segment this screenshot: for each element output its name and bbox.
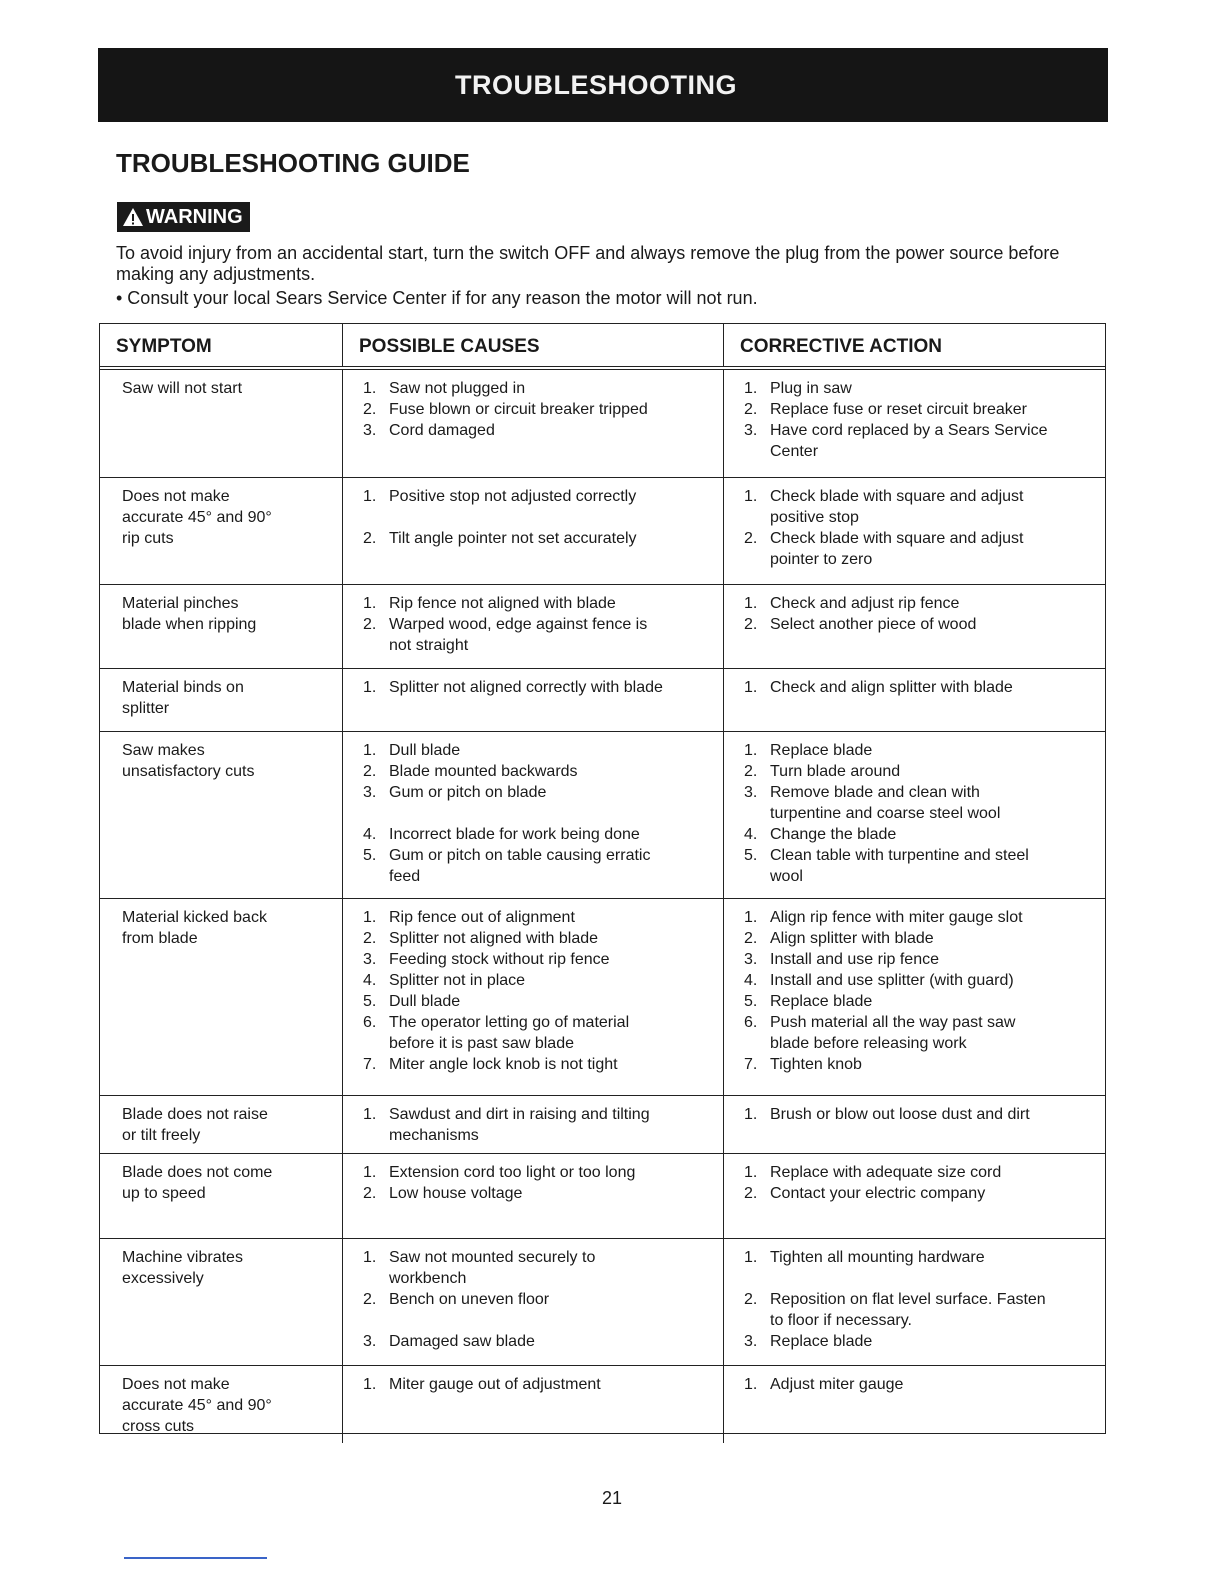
- item-text: Bench on uneven floor: [389, 1291, 550, 1308]
- item-number: 1.: [744, 679, 758, 696]
- item-number: 2.: [744, 530, 758, 547]
- table-header: [100, 324, 1105, 370]
- list-item: [363, 420, 663, 441]
- actions-list: [744, 486, 1055, 570]
- list-item: [744, 782, 1055, 824]
- table-row: [100, 1238, 1105, 1365]
- table-row: [100, 584, 1105, 668]
- header-causes: POSSIBLE CAUSES: [342, 324, 723, 366]
- actions-list: [744, 1247, 1055, 1352]
- item-text: Check and adjust rip fence: [770, 595, 960, 612]
- item-text: Clean table with turpentine and steel wool: [770, 847, 1029, 885]
- item-text: Change the blade: [770, 826, 897, 843]
- item-number: 3.: [744, 784, 758, 801]
- item-number: 2.: [744, 1185, 758, 1202]
- item-text: Blade mounted backwards: [389, 763, 578, 780]
- footer-rule: [124, 1557, 267, 1559]
- list-item: [744, 1012, 1055, 1054]
- item-text: Check blade with square and adjust pointer to zero: [770, 530, 1024, 568]
- list-item: [363, 1183, 663, 1204]
- item-number: 1.: [744, 742, 758, 759]
- item-text: Saw not mounted securely to workbench: [389, 1249, 596, 1287]
- item-number: 5.: [744, 847, 758, 864]
- item-number: 1.: [363, 1164, 377, 1181]
- item-number: 2.: [363, 616, 377, 633]
- list-item: [744, 1183, 1055, 1204]
- list-item: [744, 970, 1055, 991]
- item-number: 1.: [744, 380, 758, 397]
- list-item: [363, 907, 663, 928]
- item-number: 1.: [363, 1249, 377, 1266]
- item-number: 4.: [744, 972, 758, 989]
- actions-cell: [723, 669, 1105, 731]
- list-item: [363, 782, 663, 803]
- list-item: [744, 1054, 1055, 1075]
- list-item: [363, 970, 663, 991]
- item-text: Check and align splitter with blade: [770, 679, 1013, 696]
- causes-cell: [342, 370, 723, 477]
- list-item: [363, 824, 663, 845]
- actions-cell: [723, 1096, 1105, 1153]
- list-item: [744, 486, 1055, 528]
- list-item: [363, 761, 663, 782]
- causes-cell: [342, 1239, 723, 1365]
- warning-bullet: • Consult your local Sears Service Center if for any reason the motor will not run.: [116, 288, 758, 308]
- list-item: [363, 845, 663, 887]
- item-number: 5.: [744, 993, 758, 1010]
- actions-cell: [723, 585, 1105, 668]
- causes-list: [363, 677, 663, 698]
- item-text: Warped wood, edge against fence is not straight: [389, 616, 648, 654]
- item-text: Fuse blown or circuit breaker tripped: [389, 401, 648, 418]
- item-number: 7.: [744, 1056, 758, 1073]
- item-number: 2.: [744, 763, 758, 780]
- item-text: Replace blade: [770, 742, 873, 759]
- list-item: [744, 740, 1055, 761]
- causes-cell: [342, 1096, 723, 1153]
- item-text: Cord damaged: [389, 422, 495, 439]
- item-number: 7.: [363, 1056, 377, 1073]
- list-item: [744, 528, 1055, 570]
- actions-list: [744, 1374, 1055, 1395]
- causes-cell: [342, 1366, 723, 1443]
- symptom-cell: Does not make accurate 45° and 90° rip cuts: [122, 488, 272, 547]
- item-text: Splitter not aligned with blade: [389, 930, 599, 947]
- item-text: Positive stop not adjusted correctly: [389, 488, 637, 505]
- list-item: [744, 907, 1055, 928]
- item-text: Replace with adequate size cord: [770, 1164, 1002, 1181]
- item-text: Replace blade: [770, 1333, 873, 1350]
- actions-cell: [723, 478, 1105, 584]
- item-number: 1.: [363, 679, 377, 696]
- actions-cell: [723, 1239, 1105, 1365]
- item-text: Miter angle lock knob is not tight: [389, 1056, 618, 1073]
- item-text: Contact your electric company: [770, 1185, 986, 1202]
- symptom-cell: Material pinches blade when ripping: [122, 595, 257, 633]
- item-text: Rip fence not aligned with blade: [389, 595, 616, 612]
- item-text: Splitter not aligned correctly with blade: [389, 679, 663, 696]
- item-text: Align rip fence with miter gauge slot: [770, 909, 1023, 926]
- item-text: Dull blade: [389, 742, 461, 759]
- actions-list: [744, 593, 1055, 635]
- table-row: [100, 477, 1105, 584]
- causes-list: [363, 486, 663, 549]
- causes-cell: [342, 669, 723, 731]
- list-item: [744, 824, 1055, 845]
- item-text: Splitter not in place: [389, 972, 526, 989]
- item-number: 1.: [363, 488, 377, 505]
- item-number: 1.: [744, 1249, 758, 1266]
- list-item: [363, 677, 663, 698]
- item-number: 1.: [744, 595, 758, 612]
- item-number: 2.: [363, 930, 377, 947]
- item-number: 1.: [744, 488, 758, 505]
- actions-cell: [723, 370, 1105, 477]
- actions-list: [744, 907, 1055, 1075]
- item-text: Low house voltage: [389, 1185, 523, 1202]
- item-number: 3.: [744, 422, 758, 439]
- item-number: 3.: [363, 422, 377, 439]
- table-row: [100, 668, 1105, 731]
- item-text: Reposition on flat level surface. Fasten to floor if necessary.: [770, 1291, 1046, 1329]
- item-number: 2.: [363, 401, 377, 418]
- list-item: [744, 991, 1055, 1012]
- item-number: 2.: [744, 1291, 758, 1308]
- item-number: 3.: [363, 1333, 377, 1350]
- list-item: [744, 1374, 1055, 1395]
- table-row: [100, 370, 1105, 477]
- item-number: 2.: [363, 1291, 377, 1308]
- causes-cell: [342, 899, 723, 1095]
- item-text: Tilt angle pointer not set accurately: [389, 530, 637, 547]
- item-text: Have cord replaced by a Sears Service Center: [770, 422, 1048, 460]
- item-number: 6.: [363, 1014, 377, 1031]
- item-text: Rip fence out of alignment: [389, 909, 575, 926]
- list-item: [363, 486, 663, 507]
- item-number: 4.: [363, 826, 377, 843]
- item-text: Install and use splitter (with guard): [770, 972, 1014, 989]
- item-text: Install and use rip fence: [770, 951, 939, 968]
- list-item: [744, 928, 1055, 949]
- causes-cell: [342, 1154, 723, 1238]
- list-item: [363, 991, 663, 1012]
- symptom-cell: Material binds on splitter: [122, 679, 244, 717]
- item-text: Align splitter with blade: [770, 930, 934, 947]
- list-item: [363, 1104, 663, 1146]
- actions-list: [744, 740, 1055, 887]
- troubleshooting-table: [99, 323, 1106, 1434]
- item-text: Select another piece of wood: [770, 616, 977, 633]
- item-text: Damaged saw blade: [389, 1333, 535, 1350]
- table-row: [100, 898, 1105, 1095]
- item-number: 1.: [744, 1164, 758, 1181]
- item-number: 1.: [363, 1106, 377, 1123]
- table-row: [100, 1095, 1105, 1153]
- list-item: [744, 614, 1055, 635]
- item-text: Plug in saw: [770, 380, 852, 397]
- list-item: [744, 399, 1055, 420]
- page-title: TROUBLESHOOTING GUIDE: [116, 148, 470, 178]
- list-item: [363, 1054, 663, 1075]
- list-item: [744, 949, 1055, 970]
- warning-triangle-icon: [122, 207, 144, 227]
- list-item: [744, 677, 1055, 698]
- list-item: [744, 761, 1055, 782]
- causes-list: [363, 1162, 663, 1204]
- item-number: 2.: [363, 530, 377, 547]
- actions-cell: [723, 899, 1105, 1095]
- warning-label: WARNING: [146, 206, 243, 228]
- list-item: [363, 949, 663, 970]
- item-text: Remove blade and clean with turpentine and coarse steel wool: [770, 784, 1001, 822]
- item-text: Extension cord too light or too long: [389, 1164, 636, 1181]
- item-number: 4.: [744, 826, 758, 843]
- item-text: Tighten knob: [770, 1056, 862, 1073]
- causes-cell: [342, 478, 723, 584]
- symptom-cell: Blade does not come up to speed: [122, 1164, 273, 1202]
- item-number: 5.: [363, 993, 377, 1010]
- actions-list: [744, 378, 1055, 462]
- list-item: [363, 528, 663, 549]
- symptom-cell: Does not make accurate 45° and 90° cross cuts: [122, 1376, 272, 1435]
- item-number: 2.: [363, 763, 377, 780]
- item-text: The operator letting go of material before it is past saw blade: [389, 1014, 630, 1052]
- item-text: Check blade with square and adjust positive stop: [770, 488, 1024, 526]
- list-item: [744, 1247, 1055, 1268]
- causes-list: [363, 593, 663, 656]
- item-text: Adjust miter gauge: [770, 1376, 904, 1393]
- symptom-cell: Blade does not raise or tilt freely: [122, 1106, 268, 1144]
- item-text: Push material all the way past saw blade before releasing work: [770, 1014, 1016, 1052]
- list-item: [744, 378, 1055, 399]
- item-text: Dull blade: [389, 993, 461, 1010]
- causes-list: [363, 378, 663, 441]
- banner-title: TROUBLESHOOTING: [455, 69, 737, 100]
- item-number: 3.: [744, 1333, 758, 1350]
- list-item: [363, 1162, 663, 1183]
- item-text: Sawdust and dirt in raising and tilting mechanisms: [389, 1106, 650, 1144]
- item-number: 1.: [363, 1376, 377, 1393]
- causes-cell: [342, 585, 723, 668]
- header-symptom: SYMPTOM: [116, 336, 212, 357]
- item-number: 1.: [363, 380, 377, 397]
- item-text: Miter gauge out of adjustment: [389, 1376, 601, 1393]
- list-item: [363, 614, 663, 656]
- list-item: [363, 1374, 663, 1395]
- item-number: 6.: [744, 1014, 758, 1031]
- causes-cell: [342, 732, 723, 898]
- causes-list: [363, 740, 663, 887]
- warning-text: To avoid injury from an accidental start, turn the switch OFF and always remove the plug from the power source before making any adjustments.: [116, 243, 1060, 284]
- list-item: [363, 928, 663, 949]
- actions-cell: [723, 1366, 1105, 1443]
- actions-list: [744, 677, 1055, 698]
- symptom-cell: Machine vibrates excessively: [122, 1249, 243, 1287]
- table-body: [100, 370, 1105, 1433]
- item-number: 2.: [363, 1185, 377, 1202]
- list-item: [744, 1289, 1055, 1331]
- list-item: [363, 399, 663, 420]
- table-row: [100, 1365, 1105, 1433]
- actions-list: [744, 1104, 1055, 1125]
- item-number: 1.: [363, 742, 377, 759]
- symptom-cell: Saw makes unsatisfactory cuts: [122, 742, 255, 780]
- actions-list: [744, 1162, 1055, 1204]
- item-text: Brush or blow out loose dust and dirt: [770, 1106, 1030, 1123]
- item-text: Replace blade: [770, 993, 873, 1010]
- list-item: [744, 1331, 1055, 1352]
- item-number: 1.: [744, 1376, 758, 1393]
- item-number: 2.: [744, 616, 758, 633]
- list-item: [363, 593, 663, 614]
- item-text: Tighten all mounting hardware: [770, 1249, 985, 1266]
- item-text: Feeding stock without rip fence: [389, 951, 610, 968]
- list-item: [744, 1104, 1055, 1125]
- list-item: [363, 1247, 663, 1289]
- item-text: Gum or pitch on blade: [389, 784, 547, 801]
- item-text: Replace fuse or reset circuit breaker: [770, 401, 1027, 418]
- list-item: [363, 1289, 663, 1310]
- item-text: Gum or pitch on table causing erratic feed: [389, 847, 651, 885]
- list-item: [744, 845, 1055, 887]
- item-text: Turn blade around: [770, 763, 901, 780]
- causes-list: [363, 1104, 663, 1146]
- table-row: [100, 1153, 1105, 1238]
- item-number: 5.: [363, 847, 377, 864]
- symptom-cell: Saw will not start: [122, 380, 243, 397]
- page-number: 21: [601, 1488, 623, 1508]
- list-item: [363, 378, 663, 399]
- item-number: 2.: [744, 401, 758, 418]
- actions-cell: [723, 1154, 1105, 1238]
- causes-list: [363, 907, 663, 1075]
- item-number: 3.: [363, 784, 377, 801]
- list-item: [363, 740, 663, 761]
- causes-list: [363, 1247, 663, 1352]
- symptom-cell: Material kicked back from blade: [122, 909, 267, 947]
- actions-cell: [723, 732, 1105, 898]
- item-number: 2.: [744, 930, 758, 947]
- item-number: 1.: [363, 909, 377, 926]
- item-number: 1.: [744, 1106, 758, 1123]
- item-text: Incorrect blade for work being done: [389, 826, 640, 843]
- item-number: 3.: [744, 951, 758, 968]
- header-actions: CORRECTIVE ACTION: [723, 324, 1105, 366]
- item-number: 1.: [363, 595, 377, 612]
- causes-list: [363, 1374, 663, 1395]
- table-row: [100, 731, 1105, 898]
- item-text: Saw not plugged in: [389, 380, 526, 397]
- list-item: [744, 593, 1055, 614]
- list-item: [363, 1012, 663, 1054]
- list-item: [744, 420, 1055, 462]
- warning-badge: [117, 202, 250, 232]
- list-item: [744, 1162, 1055, 1183]
- item-number: 4.: [363, 972, 377, 989]
- section-banner: [98, 48, 1108, 122]
- item-number: 3.: [363, 951, 377, 968]
- item-number: 1.: [744, 909, 758, 926]
- list-item: [363, 1331, 663, 1352]
